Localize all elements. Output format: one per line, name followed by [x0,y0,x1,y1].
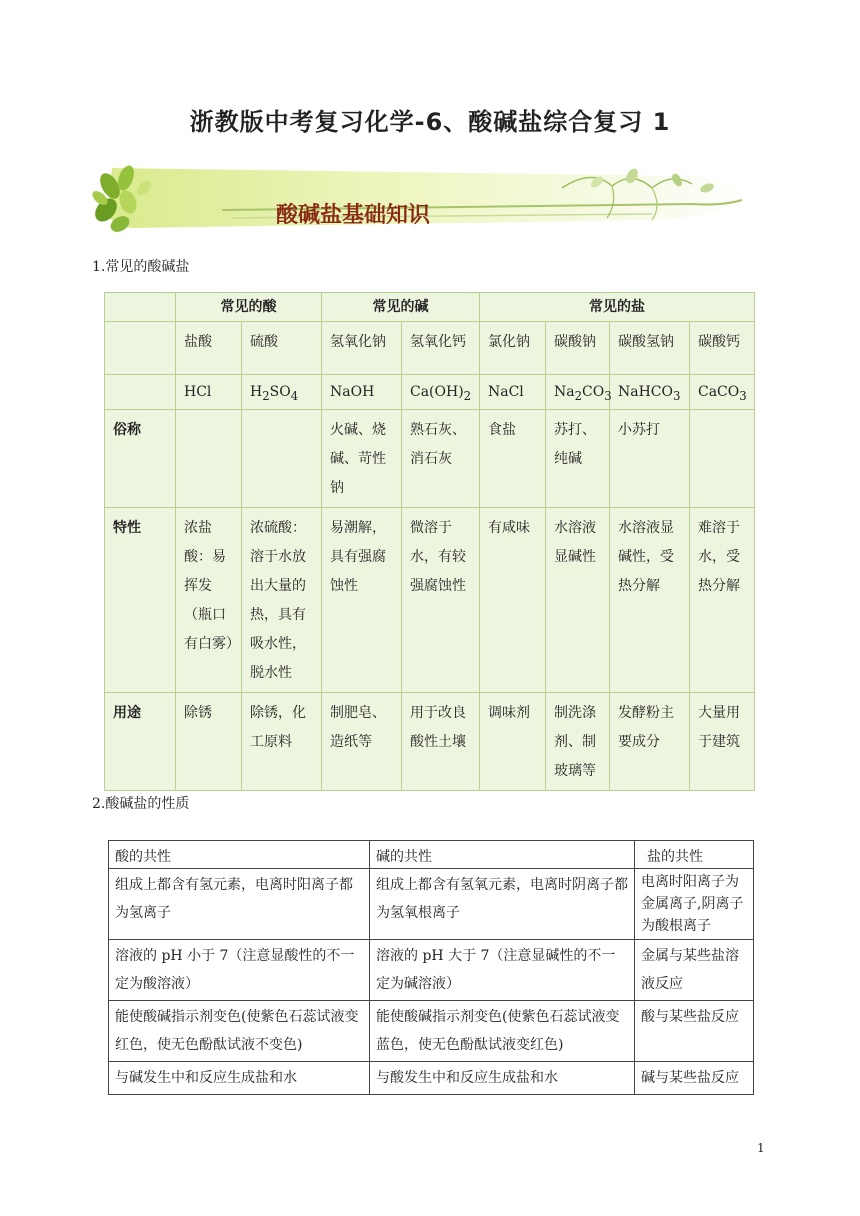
formula-row [105,375,755,410]
table-cell: 浓硫酸：溶于水放出大量的热，具有吸水性，脱水性 [242,507,322,692]
table-cell: 水溶液显碱性，受热分解 [610,507,690,692]
formula-empty-cell [105,375,176,410]
table-row [109,1001,754,1062]
table-cell: 碱与某些盐反应 [635,1062,754,1095]
formula-na2co3: $Na_2CO_3$ [546,375,610,410]
section-heading-2: 2.酸碱盐的性质 [92,796,190,812]
table-cell: 食盐 [480,409,546,507]
compound-name: 碳酸钙 [690,322,755,375]
table-cell: 除锈 [176,692,242,790]
header-empty-cell [105,293,176,322]
banner-title: 酸碱盐基础知识 [276,203,431,228]
table-cell: 水溶液显碱性 [546,507,610,692]
header-salt-common: 盐的共性 [635,841,754,869]
header-acid-common: 酸的共性 [109,841,370,869]
compound-name: 氯化钠 [480,322,546,375]
acid-base-salt-table [104,292,755,791]
table-cell: 易潮解，具有强腐蚀性 [322,507,402,692]
table-cell: 金属与某些盐溶液反应 [635,940,754,1001]
table-cell: 苏打、纯碱 [546,409,610,507]
table-cell: 熟石灰、消石灰 [402,409,480,507]
section-heading-1: 1.常见的酸碱盐 [92,259,190,275]
table-cell: 小苏打 [610,409,690,507]
table-row [109,869,754,940]
compound-name: 硫酸 [242,322,322,375]
table-cell: 与碱发生中和反应生成盐和水 [109,1062,370,1095]
table-cell: 能使酸碱指示剂变色(使紫色石蕊试液变红色，使无色酚酞试液不变色) [109,1001,370,1062]
formula-caoh2: $Ca(OH)_2$ [402,375,480,410]
table-cell: 酸与某些盐反应 [635,1001,754,1062]
row-label: 特性 [105,507,176,692]
formula-h2so4: $H_2SO_4$ [242,375,322,410]
header-base-common: 碱的共性 [370,841,635,869]
table-cell: 用于改良酸性土壤 [402,692,480,790]
compound-name: 碳酸氢钠 [610,322,690,375]
row-label: 用途 [105,692,176,790]
table-row [109,940,754,1001]
table-cell: 有咸味 [480,507,546,692]
row-label: 俗称 [105,409,176,507]
header-bases: 常见的碱 [322,293,480,322]
table-cell: 制肥皂、造纸等 [322,692,402,790]
table-cell: 溶液的 pH 小于 7（注意显酸性的不一定为酸溶液） [109,940,370,1001]
common-name-row [105,409,755,507]
properties-table [108,840,754,1095]
properties-header-row [109,841,754,869]
table-cell: 难溶于水，受热分解 [690,507,755,692]
compound-name: 氢氧化钙 [402,322,480,375]
table-cell: 火碱、烧碱、苛性钠 [322,409,402,507]
compound-name-row [105,322,755,375]
compound-name: 碳酸钠 [546,322,610,375]
table-cell: 能使酸碱指示剂变色(使紫色石蕊试液变蓝色，使无色酚酞试液变红色) [370,1001,635,1062]
property-row [105,507,755,692]
header-salts: 常见的盐 [480,293,755,322]
formula-hcl: HCl [176,375,242,410]
formula-nahco3: NaHCO$_3$ [610,375,690,410]
table-cell: 溶液的 pH 大于 7（注意显碱性的不一定为碱溶液） [370,940,635,1001]
table-cell [176,409,242,507]
formula-naoh: NaOH [322,375,402,410]
table-cell: 发酵粉主要成分 [610,692,690,790]
compound-name: 氢氧化钠 [322,322,402,375]
table-cell [242,409,322,507]
table-cell [690,409,755,507]
compound-name: 盐酸 [176,322,242,375]
header-acids: 常见的酸 [176,293,322,322]
usage-row [105,692,755,790]
table-cell: 浓盐酸：易挥发（瓶口有白雾） [176,507,242,692]
table-cell: 组成上都含有氢氧元素，电离时阴离子都为氢氧根离子 [370,869,635,940]
table-header-row [105,293,755,322]
section-banner [92,158,752,240]
formula-nacl: NaCl [480,375,546,410]
table-cell: 大量用于建筑 [690,692,755,790]
table-cell: 除锈，化工原料 [242,692,322,790]
table-cell: 微溶于水，有较强腐蚀性 [402,507,480,692]
table-cell: 电离时阳离子为金属离子,阴离子为酸根离子 [635,869,754,940]
page-number: 1 [757,1141,765,1155]
table-row [109,1062,754,1095]
table-cell: 与酸发生中和反应生成盐和水 [370,1062,635,1095]
names-empty-cell [105,322,176,375]
table-cell: 组成上都含有氢元素，电离时阳离子都为氢离子 [109,869,370,940]
document-title: 浙教版中考复习化学-6、酸碱盐综合复习 1 [189,108,671,136]
formula-caco3: CaCO$_3$ [690,375,755,410]
table-cell: 制洗涤剂、制玻璃等 [546,692,610,790]
table-cell: 调味剂 [480,692,546,790]
